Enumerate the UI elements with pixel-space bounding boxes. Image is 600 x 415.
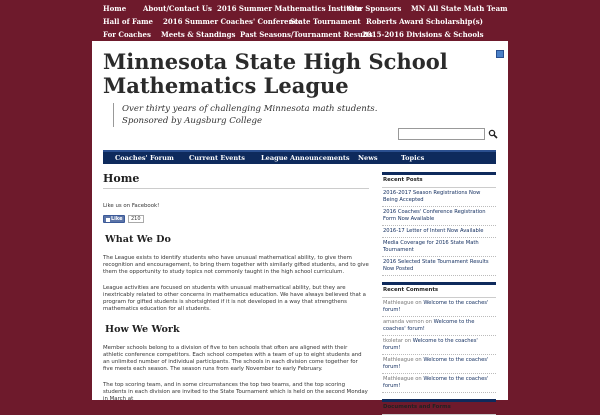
nav-our-sponsors[interactable]: Our Sponsors bbox=[348, 4, 402, 13]
comment-author: Mathleague bbox=[383, 300, 414, 306]
thumbs-up-icon bbox=[106, 218, 110, 222]
nav-state-tournament[interactable]: State Tournament bbox=[290, 17, 361, 26]
comment-author: Mathleague bbox=[383, 357, 414, 363]
comment-author: amanda vernon bbox=[383, 319, 424, 325]
comment-post-link[interactable]: Welcome to the coaches' forum! bbox=[383, 338, 478, 351]
nav-home[interactable]: Home bbox=[103, 4, 127, 13]
list-item bbox=[382, 226, 496, 238]
list-item bbox=[382, 355, 496, 374]
nav-coaches-conference[interactable]: 2016 Summer Coaches' Conference bbox=[163, 17, 303, 26]
paragraph-activities: League activities are focused on students with unusual mathematical ability, but they are inextricably related to other concerns in mathematics education. We have always believed that a program for gifted students is shortsighted if it is not developed in a way that strengthens mathematics education for all students. bbox=[103, 285, 366, 312]
facebook-like-widget bbox=[103, 215, 369, 224]
list-item bbox=[382, 238, 496, 257]
list-item bbox=[382, 298, 496, 317]
tab-news[interactable]: News bbox=[358, 154, 378, 162]
widget-recent-posts bbox=[382, 172, 496, 276]
list-item bbox=[382, 207, 496, 226]
nav-roberts-award[interactable]: Roberts Award Scholarship(s) bbox=[366, 17, 483, 26]
section-heading-what-we-do: What We Do bbox=[105, 234, 171, 245]
nav-divisions-schools[interactable]: 2015-2016 Divisions & Schools bbox=[362, 30, 484, 39]
page-heading: Home bbox=[103, 172, 369, 189]
nav-for-coaches[interactable]: For Coaches bbox=[103, 30, 151, 39]
comment-on-word: on bbox=[425, 319, 432, 325]
nav-all-state-team[interactable]: MN All State Math Team bbox=[411, 4, 508, 13]
facebook-like-count: 210 bbox=[128, 215, 144, 223]
tab-coaches-forum[interactable]: Coaches' Forum bbox=[115, 154, 174, 162]
list-item bbox=[382, 374, 496, 393]
list-item bbox=[382, 188, 496, 207]
comment-post-link[interactable]: Welcome to the coaches' forum! bbox=[383, 376, 489, 389]
nav-past-seasons[interactable]: Past Seasons/Tournament Results bbox=[240, 30, 373, 39]
comment-post-link[interactable]: Welcome to the coaches' forum! bbox=[383, 319, 475, 332]
tab-topics[interactable]: Topics bbox=[401, 154, 425, 162]
recent-post-link[interactable]: 2016-17 Letter of Intent Now Available bbox=[383, 228, 484, 234]
widget-title-recent-posts: Recent Posts bbox=[382, 172, 496, 188]
comment-on-word: on bbox=[415, 357, 422, 363]
top-nav-row-1 bbox=[0, 2, 600, 15]
tab-league-announcements[interactable]: League Announcements bbox=[261, 154, 350, 162]
search-input[interactable] bbox=[398, 128, 485, 140]
facebook-like-button[interactable] bbox=[103, 215, 125, 223]
widget-title-recent-comments: Recent Comments bbox=[382, 282, 496, 298]
paragraph-tournament: The top scoring team, and in some circumstances the top two teams, and the top scoring students in each division are invited to the State Tournament which is held on the second Monday in March at bbox=[103, 382, 368, 402]
nav-about-contact[interactable]: About/Contact Us bbox=[143, 4, 212, 13]
site-title-line-2: Mathematics League bbox=[103, 73, 349, 98]
list-item bbox=[382, 336, 496, 355]
tab-current-events[interactable]: Current Events bbox=[189, 154, 245, 162]
comment-on-word: on bbox=[415, 376, 422, 382]
facebook-like-label: Like bbox=[111, 216, 123, 222]
top-navigation bbox=[0, 0, 600, 41]
widget-recent-comments bbox=[382, 282, 496, 393]
section-heading-how-we-work: How We Work bbox=[105, 324, 180, 335]
nav-summer-institute[interactable]: 2016 Summer Mathematics Institute bbox=[217, 4, 363, 13]
recent-post-link[interactable]: 2016 Selected State Tournament Results Now Posted bbox=[383, 259, 489, 272]
sidebar bbox=[382, 172, 496, 415]
facebook-prompt: Like us on Facebook! bbox=[103, 203, 160, 209]
top-nav-row-3 bbox=[0, 28, 600, 41]
list-item bbox=[382, 257, 496, 276]
paragraph-mission: The League exists to identify students who have unusual mathematical ability, to give them recognition and encouragement, to bring them together with similarly gifted students, and to give them the opportunity to study topics not commonly taught in the high school curriculum. bbox=[103, 255, 369, 275]
nav-hall-of-fame[interactable]: Hall of Fame bbox=[103, 17, 154, 26]
top-nav-row-2 bbox=[0, 15, 600, 28]
comment-author: Mathleague bbox=[383, 376, 414, 382]
site-title-line-1: Minnesota State High School bbox=[103, 49, 448, 74]
comment-author: tkoletar bbox=[383, 338, 404, 344]
search-icon[interactable] bbox=[488, 129, 498, 139]
site-title[interactable] bbox=[103, 50, 473, 98]
widget-title-documents-forms: Documents and Forms bbox=[382, 399, 496, 415]
recent-post-link[interactable]: 2016-2017 Season Registrations Now Being Accepted bbox=[383, 190, 481, 203]
paragraph-divisions: Member schools belong to a division of five to ten schools that often are aligned with their athletic conference competitors. Each school competes with a team of up to eight students and an unlimited number of individual participants. The schools in each division come together for five meets each season. The season runs from early November to early February. bbox=[103, 345, 362, 372]
page-container bbox=[92, 41, 508, 410]
main-content bbox=[103, 172, 369, 403]
comment-on-word: on bbox=[415, 300, 422, 306]
feed-icon[interactable] bbox=[496, 50, 504, 58]
comment-post-link[interactable]: Welcome to the coaches' forum! bbox=[383, 300, 489, 313]
list-item bbox=[382, 317, 496, 336]
recent-post-link[interactable]: 2016 Coaches' Conference Registration Form Now Available bbox=[383, 209, 486, 222]
secondary-navigation bbox=[103, 150, 496, 164]
comment-post-link[interactable]: Welcome to the coaches' forum! bbox=[383, 357, 489, 370]
widget-documents-forms bbox=[382, 399, 496, 415]
nav-meets-standings[interactable]: Meets & Standings bbox=[161, 30, 236, 39]
recent-post-link[interactable]: Media Coverage for 2016 State Math Tournament bbox=[383, 240, 479, 253]
comment-on-word: on bbox=[404, 338, 412, 344]
site-tagline: Over thirty years of challenging Minnesota math students. Sponsored by Augsburg College bbox=[113, 103, 403, 127]
